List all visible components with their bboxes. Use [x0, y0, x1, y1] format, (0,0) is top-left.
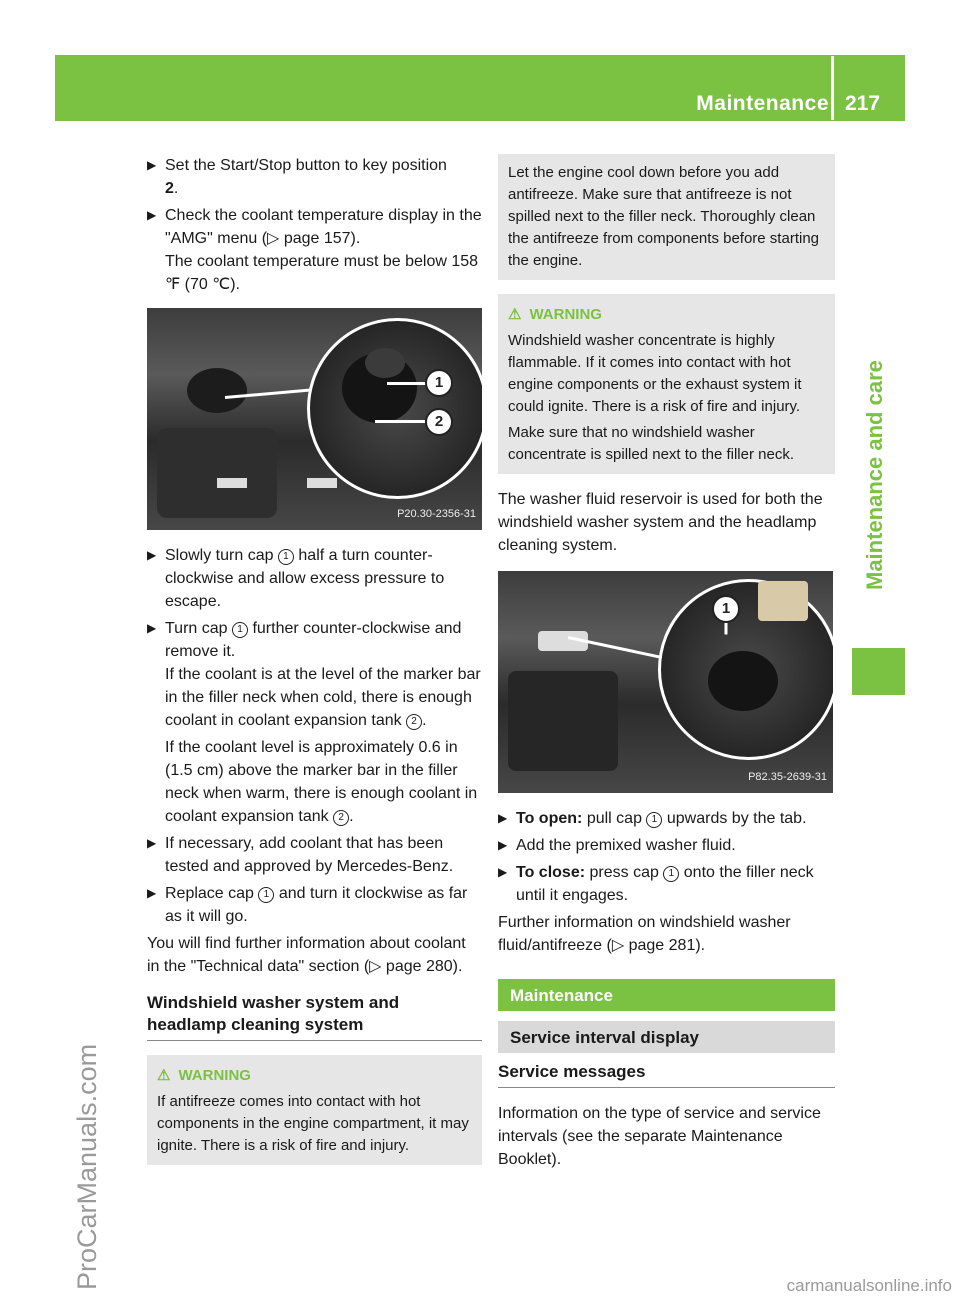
page-ref-icon: ▷	[611, 937, 625, 954]
section-bar-maintenance: Maintenance	[498, 979, 835, 1011]
page-ref-link[interactable]: page 281).	[628, 937, 706, 954]
step-arrow-icon: ▶	[498, 865, 508, 879]
step-add-washer-fluid: ▶ Add the premixed washer fluid.	[498, 834, 835, 857]
engine-coolant-photo	[147, 308, 482, 530]
step-arrow-icon: ▶	[147, 208, 157, 222]
page-number: 217	[845, 92, 881, 115]
callout-2: 2	[425, 408, 453, 436]
step-to-close: ▶ To close: press cap 1 onto the filler neck until it engages.	[498, 861, 835, 907]
header-separator	[831, 56, 834, 120]
side-tab-marker	[852, 648, 905, 695]
section-title-service-messages: Service messages	[498, 1061, 835, 1088]
step-arrow-icon: ▶	[147, 158, 157, 172]
photo-code: P20.30-2356-31	[397, 508, 476, 520]
washer-reservoir-photo	[498, 571, 833, 793]
header-title: Maintenance	[696, 92, 829, 115]
step-arrow-icon: ▶	[147, 836, 157, 850]
warning-triangle-icon: ⚠	[157, 1067, 171, 1084]
washer-fluid-info-paragraph: Further information on windshield washer fluid/antifreeze (▷ page 281).	[498, 914, 791, 954]
step-add-coolant: ▶ If necessary, add coolant that has been tested and approved by Mercedes-Benz.	[147, 832, 482, 878]
watermark-left: ProCarManuals.com	[72, 1043, 102, 1290]
step-turn-cap-half: ▶ Slowly turn cap 1 half a turn counter-clockwise and allow excess pressure to escape.	[147, 544, 482, 613]
service-info-paragraph: Information on the type of service and service intervals (see the separate Maintenance Booklet).	[498, 1105, 821, 1168]
step-replace-cap: ▶ Replace cap 1 and turn it clockwise as far as it will go.	[147, 882, 482, 928]
step-arrow-icon: ▶	[147, 548, 157, 562]
step-check-coolant-temp: ▶ Check the coolant temperature display in the "AMG" menu (▷ page 157). The coolant temperature must be below 158 ℉ (70 ℃).	[147, 204, 482, 296]
info-box-antifreeze: Let the engine cool down before you add antifreeze. Make sure that antifreeze is not spilled next to the filler neck. Thoroughly clean the antifreeze from components before starting the engine.	[498, 154, 835, 280]
callout-1: 1	[712, 595, 740, 623]
page-ref-icon: ▷	[369, 958, 382, 975]
page-ref-link[interactable]: page 280).	[385, 958, 463, 975]
warning-triangle-icon: ⚠	[508, 306, 522, 323]
watermark-bottom: carmanualsonline.info	[786, 1276, 952, 1295]
warning-box-washer-concentrate: ⚠ WARNING Windshield washer concentrate is highly flammable. If it comes into contact with hot engine components or the exhaust system it could ignite. There is a risk of fire and injury. Make sure that no windshield washer concentrate is spilled next to the filler neck.	[498, 294, 835, 474]
step-arrow-icon: ▶	[147, 621, 157, 635]
section-title-washer: Windshield washer system and headlamp cleaning system	[147, 992, 482, 1041]
step-set-key-position: ▶ Set the Start/Stop button to key position 2.	[147, 154, 482, 200]
page-ref-icon: ▷	[267, 230, 280, 247]
section-bar-service-interval: Service interval display	[498, 1021, 835, 1053]
step-arrow-icon: ▶	[498, 838, 508, 852]
right-column	[498, 154, 835, 1175]
warning-box-antifreeze: ⚠ WARNING If antifreeze comes into contact with hot components in the engine compartment, it may ignite. There is a risk of fire and injury.	[147, 1055, 482, 1165]
callout-1: 1	[425, 369, 453, 397]
step-arrow-icon: ▶	[498, 811, 508, 825]
washer-reservoir-paragraph: The washer fluid reservoir is used for both the windshield washer system and the headlamp cleaning system.	[498, 491, 823, 554]
step-arrow-icon: ▶	[147, 886, 157, 900]
coolant-info-paragraph: You will find further information about coolant in the "Technical data" section (▷ page 280).	[147, 935, 466, 975]
left-column	[147, 154, 482, 1179]
page-ref-link[interactable]: page 157).	[283, 230, 361, 247]
step-turn-cap-further: ▶ Turn cap 1 further counter-clockwise and remove it. If the coolant is at the level of the marker bar in the filler neck when cold, there is enough coolant in coolant expansion tank 2 . If the coolant level is approximately 0.6 in (1.5 cm) above the marker bar in the filler neck when warm, there is enough coolant in coolant expansion tank 2 .	[147, 617, 482, 828]
photo-code: P82.35-2639-31	[748, 771, 827, 783]
step-to-open: ▶ To open: pull cap 1 upwards by the tab.	[498, 807, 835, 830]
